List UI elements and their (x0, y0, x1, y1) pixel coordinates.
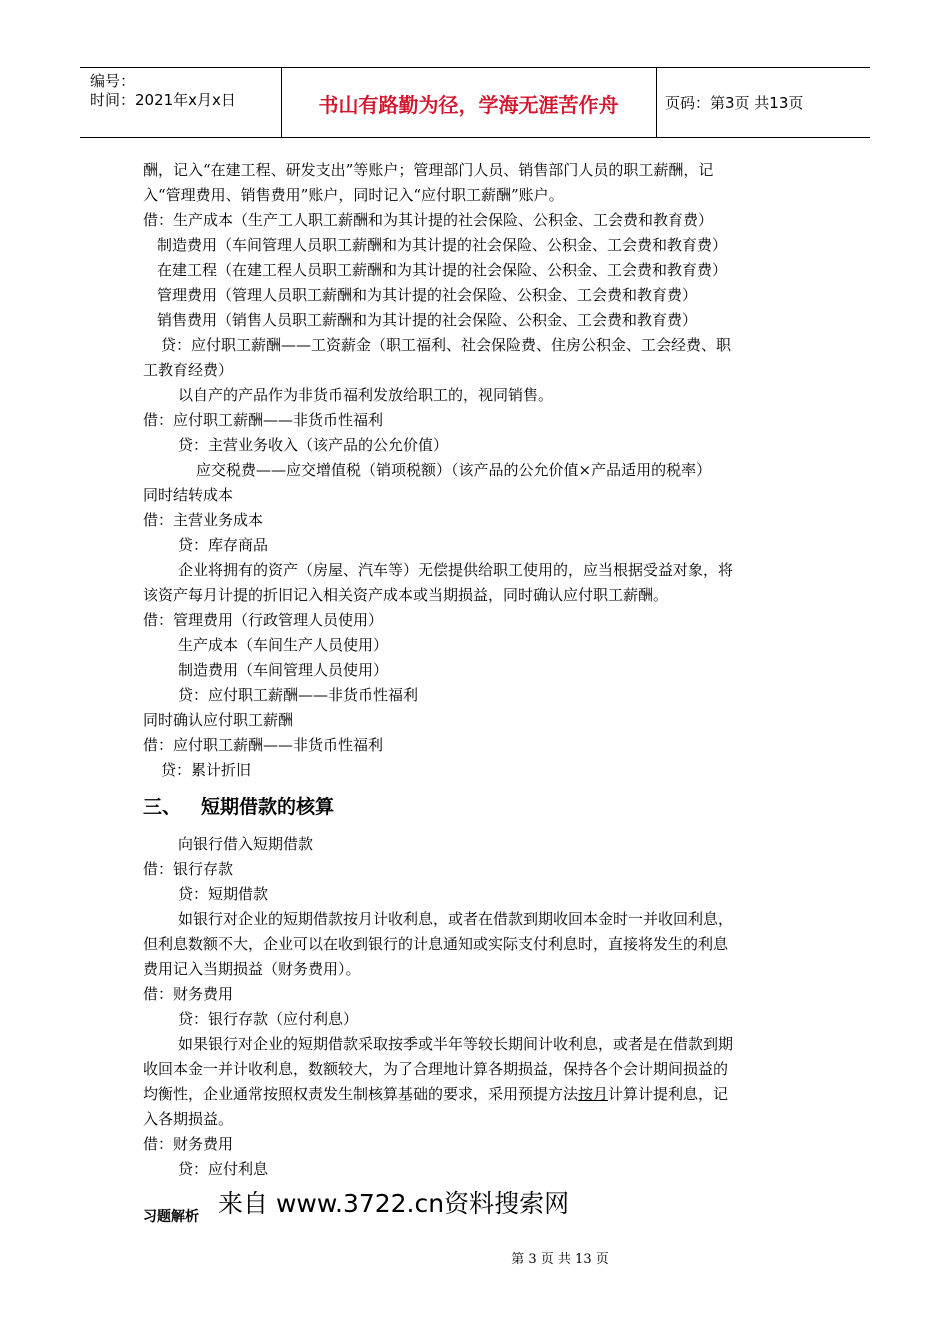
body-line: 该资产每月计提的折旧记入相关资产成本或当期损益，同时确认应付职工薪酬。 (143, 586, 669, 604)
journal-line: 借：银行存款 (143, 860, 234, 878)
journal-line: 借：应付职工薪酬——非货币性福利 (143, 736, 384, 754)
journal-line: 贷：库存商品 (178, 536, 269, 554)
body-line: 向银行借入短期借款 (178, 835, 314, 853)
body-text: 均衡性，企业通常按照权责发生制核算基础的要求，采用预提方法 (143, 1085, 579, 1103)
body-line: 酬，记入“在建工程、研发支出”等账户；管理部门人员、销售部门人员的职工薪酬，记 (143, 161, 714, 179)
journal-line: 销售费用（销售人员职工薪酬和为其计提的社会保险、公积金、工会费和教育费） (157, 311, 698, 329)
header-meta-cell (80, 68, 282, 137)
journal-line: 借：管理费用（行政管理人员使用） (143, 611, 384, 629)
header-page-info: 页码：第3页 共13页 (665, 94, 804, 112)
body-line: 费用记入当期损益（财务费用）。 (143, 960, 361, 978)
body-line: 入“管理费用、销售费用”账户，同时记入“应付职工薪酬”账户。 (143, 186, 564, 204)
section-title: 短期借款的核算 (201, 796, 335, 818)
body-line (143, 1085, 728, 1103)
journal-line: 贷：应付职工薪酬——非货币性福利 (178, 686, 419, 704)
journal-line: 借：生产成本（生产工人职工薪酬和为其计提的社会保险、公积金、工会费和教育费） (143, 211, 714, 229)
underlined-text: 按月 (578, 1085, 609, 1103)
journal-line: 贷：短期借款 (178, 885, 269, 903)
body-line: 同时确认应付职工薪酬 (143, 711, 294, 729)
page-header (80, 67, 870, 138)
header-page-cell (657, 68, 870, 137)
journal-line: 在建工程（在建工程人员职工薪酬和为其计提的社会保险、公积金、工会费和教育费） (157, 261, 728, 279)
journal-line: 制造费用（车间管理人员职工薪酬和为其计提的社会保险、公积金、工会费和教育费） (157, 236, 728, 254)
section-number: 三、 (143, 796, 182, 818)
journal-line: 贷：累计折旧 (161, 761, 252, 779)
journal-line: 制造费用（车间管理人员使用） (178, 661, 389, 679)
journal-line: 借：应付职工薪酬——非货币性福利 (143, 411, 384, 429)
exercise-label: 习题解析 (143, 1209, 199, 1225)
body-text: 计算计提利息，记 (608, 1085, 729, 1103)
journal-line: 借：财务费用 (143, 985, 234, 1003)
journal-line: 生产成本（车间生产人员使用） (178, 636, 389, 654)
watermark: 来自 www.3722.cn资料搜索网 (218, 1189, 570, 1218)
header-motto-cell (281, 68, 657, 137)
body-line: 收回本金一并计收利息，数额较大，为了合理地计算各期损益，保持各个会计期间损益的 (143, 1060, 729, 1078)
body-line: 同时结转成本 (143, 486, 234, 504)
body-line: 企业将拥有的资产（房屋、汽车等）无偿提供给职工使用的，应当根据受益对象，将 (178, 561, 734, 579)
journal-line: 贷：应付职工薪酬——工资薪金（职工福利、社会保险费、住房公积金、工会经费、职 (161, 336, 732, 354)
body-line: 如果银行对企业的短期借款采取按季或半年等较长期间计收利息，或者是在借款到期 (178, 1035, 734, 1053)
journal-line: 借：财务费用 (143, 1135, 234, 1153)
document-time: 时间：2021年x月x日 (90, 91, 236, 109)
journal-line: 借：主营业务成本 (143, 511, 264, 529)
document-number: 编号： (90, 72, 136, 90)
header-motto: 书山有路勤为径，学海无涯苦作舟 (318, 93, 619, 117)
body-line: 如银行对企业的短期借款按月计收利息，或者在借款到期收回本金时一并收回利息， (178, 910, 734, 928)
body-line: 入各期损益。 (143, 1110, 234, 1128)
journal-line: 工教育经费） (143, 361, 234, 379)
journal-line: 贷：应付利息 (178, 1160, 269, 1178)
page-footer: 第 3 页 共 13 页 (511, 1252, 609, 1267)
journal-line: 贷：主营业务收入（该产品的公允价值） (178, 436, 449, 454)
journal-line: 应交税费——应交增值税（销项税额）（该产品的公允价值×产品适用的税率） (196, 461, 712, 479)
body-line: 但利息数额不大，企业可以在收到银行的计息通知或实际支付利息时，直接将发生的利息 (143, 935, 729, 953)
section-heading (143, 795, 334, 819)
body-line: 以自产的产品作为非货币福利发放给职工的，视同销售。 (178, 386, 554, 404)
journal-line: 贷：银行存款（应付利息） (178, 1010, 359, 1028)
journal-line: 管理费用（管理人员职工薪酬和为其计提的社会保险、公积金、工会费和教育费） (157, 286, 698, 304)
